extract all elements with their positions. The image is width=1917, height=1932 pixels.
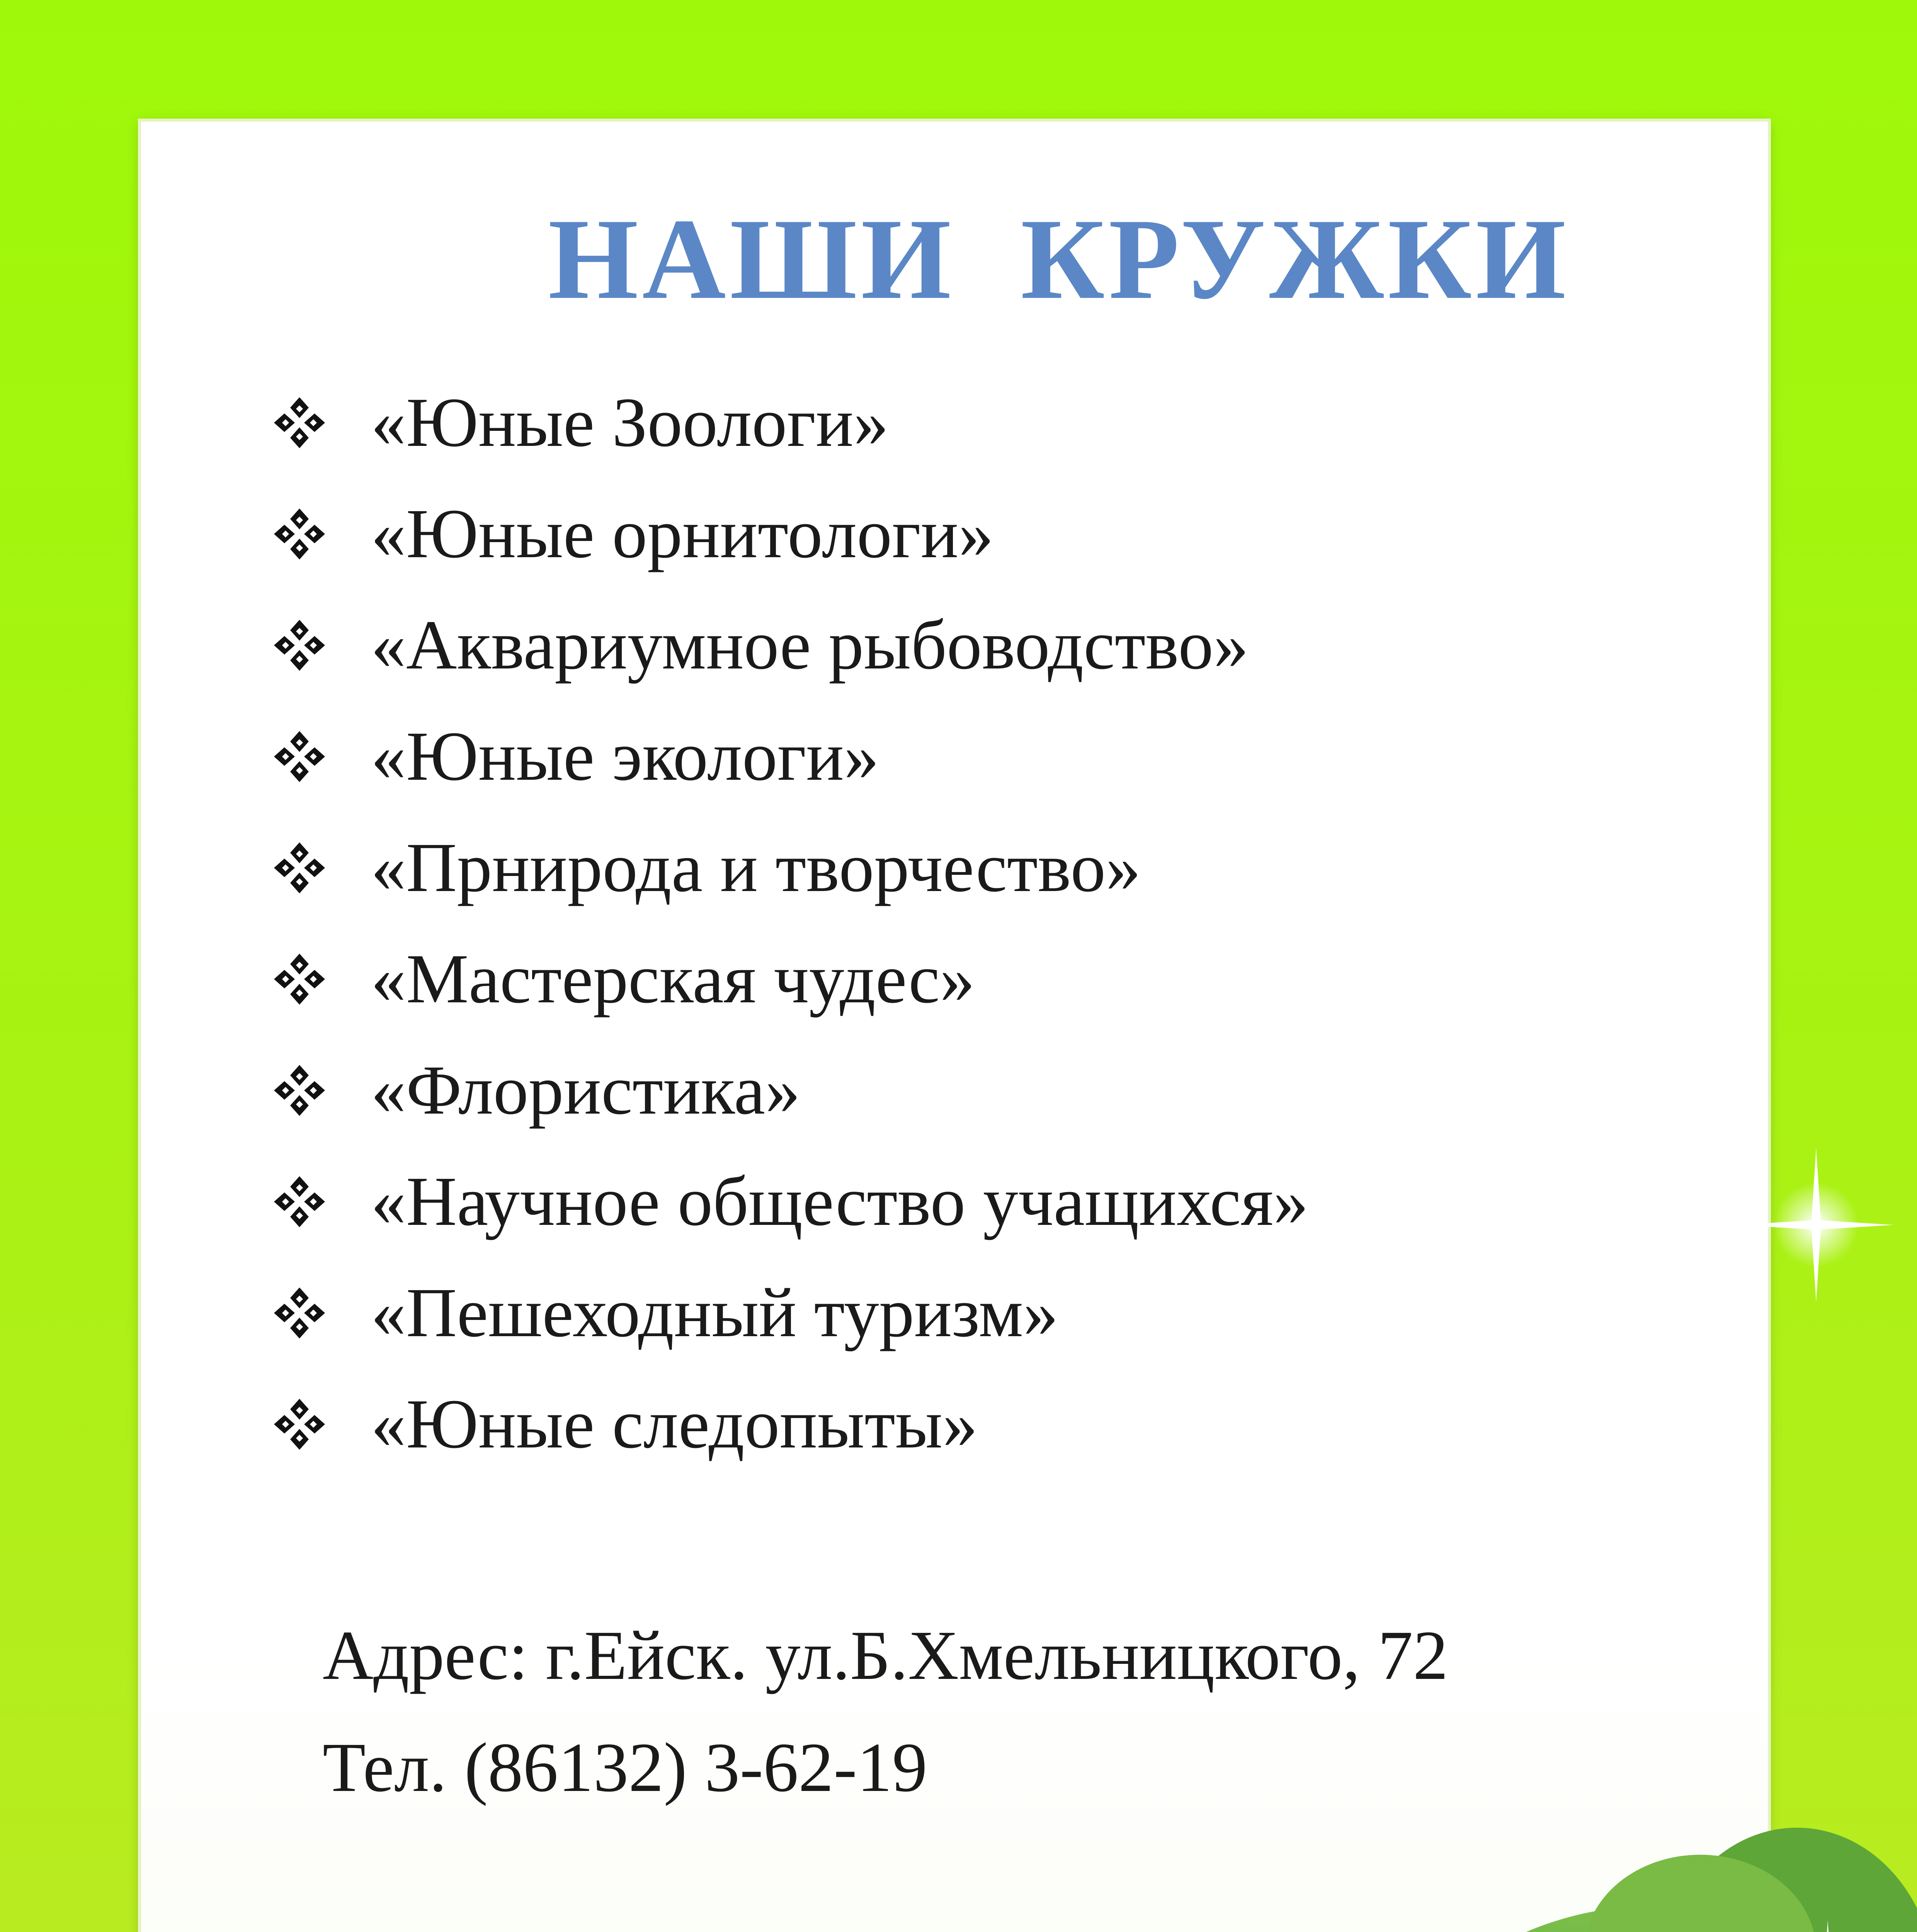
- address-text: Адрес: г.Ейск. ул.Б.Хмельницкого, 72: [323, 1617, 1448, 1694]
- club-label: «Прнирода и творчество»: [371, 829, 1141, 906]
- four-diamond-ornament-icon: [270, 1173, 328, 1231]
- four-diamond-ornament-icon: [270, 616, 328, 674]
- club-list: [270, 367, 1308, 1480]
- four-diamond-ornament-icon: [270, 1061, 328, 1119]
- club-label: «Флористика»: [371, 1051, 801, 1129]
- four-diamond-ornament-icon: [270, 1284, 328, 1342]
- list-item: [270, 923, 1308, 1035]
- four-diamond-ornament-icon: [270, 505, 328, 563]
- club-label: «Юные орнитологи»: [371, 495, 994, 573]
- club-label: «Научное общество учащихся»: [371, 1163, 1309, 1240]
- list-item: [270, 1035, 1308, 1146]
- four-diamond-ornament-icon: [270, 839, 328, 897]
- club-label: «Пешеходный туризм»: [371, 1274, 1058, 1352]
- list-item: [270, 812, 1308, 923]
- four-diamond-ornament-icon: [270, 1395, 328, 1453]
- list-item: [270, 478, 1308, 590]
- four-diamond-ornament-icon: [270, 394, 328, 452]
- phone-text: Тел. (86132) 3-62-19: [323, 1729, 927, 1806]
- list-item: [270, 590, 1308, 701]
- club-label: «Юные экологи»: [371, 718, 879, 795]
- club-label: «Юные следопыты»: [371, 1385, 978, 1463]
- list-item: [270, 367, 1308, 478]
- four-diamond-ornament-icon: [270, 728, 328, 786]
- list-item: [270, 1146, 1308, 1257]
- contact-block: [323, 1600, 1448, 1824]
- page-title: НАШИ КРУЖКИ: [548, 195, 1570, 323]
- four-diamond-ornament-icon: [270, 950, 328, 1008]
- club-label: «Юные Зоологи»: [371, 384, 889, 461]
- list-item: [270, 1369, 1308, 1480]
- list-item: [270, 701, 1308, 812]
- list-item: [270, 1257, 1308, 1369]
- club-label: «Аквариумное рыбоводство»: [371, 606, 1249, 684]
- club-label: «Мастерская чудес»: [371, 940, 975, 1018]
